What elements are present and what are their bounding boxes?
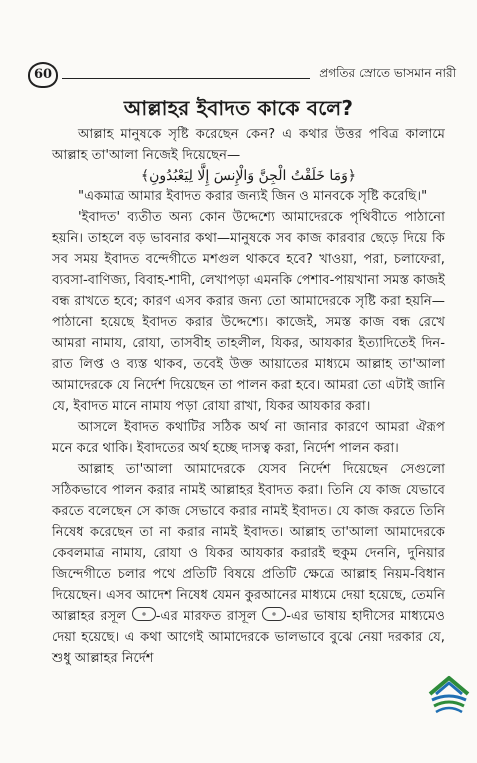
paragraph: 'ইবাদত' ব্যতীত অন্য কোন উদ্দেশ্যে আমাদেরকে পৃথিবীতে পাঠানো হয়নি। তাহলে বড় ভাবনার কথা—মানুষকে সব কাজ কারবার ছেড়ে দিয়ে কি সব সময় ইবাদত বন্দেগীতে মশগুল থাকবে হবে? খাওয়া, পরা, চলাফেরা, ব্যবসা-বাণিজ্য, বিবাহ-শাদী, লেখাপড়া এমনকি পেশাব-পায়খানা সমস্ত কাজই বন্ধ রাখতে হবে; কারণ এসব করার জন্য তো আমাদেরকে সৃষ্টি করা হয়নি—পাঠানো হয়েছে ইবাদত করার উদ্দেশ্যে। কাজেই, সমস্ত কাজ বন্ধ রেখে আমরা নামায, রোযা, তাসবীহ তাহলীল, যিকর, আযকার ইত্যাদিতেই দিন-রাত লিপ্ত ও ব্যস্ত থাকব, তবেই উক্ত আয়াতের মাধ্যমে আল্লাহ তা'আলা আমাদেরকে যে নির্দেশ দিয়েছেন তা পালন করা হবে। আমরা তো এটাই জানি যে, ইবাদত মানে নামায পড়া রোযা রাখা, যিকর আযকার করা।: [52, 210, 446, 414]
running-header: [28, 62, 460, 88]
paragraph-text: -এর ভাষায় হাদীসের মাধ্যমেও দেয়া হয়েছে। এ কথা আগেই আমাদেরকে ভালভাবে বুঝে নেয়া দরকার যে, শুধু আল্লাহর নির্দেশ: [52, 609, 445, 666]
paragraph: "একমাত্র আমার ইবাদত করার জন্যই জিন ও মানবকে সৃষ্টি করেছি।": [78, 189, 428, 204]
paragraph: আল্লাহ মানুষকে সৃষ্টি করেছেন কেন? এ কথার উত্তর পবিত্র কালামে আল্লাহ তা'আলা নিজেই দিয়েছেন—: [52, 127, 445, 163]
verse-text: وَمَا خَلَقْتُ الْجِنَّ وَالْإِنسَ إِلَّا لِيَعْبُدُونِ: [149, 168, 348, 184]
header-rule: [62, 78, 310, 79]
quran-verse: ﴿وَمَا خَلَقْتُ الْجِنَّ وَالْإِنسَ إِلَّا لِيَعْبُدُونِ﴾: [140, 168, 357, 184]
paragraph: আসলে ইবাদত কথাটির সঠিক অর্থ না জানার কারণে আমরা ঐরূপ মনে করে থাকি। ইবাদতের অর্থ হচ্ছে দাসত্ব করা, নির্দেশ পালন করা।: [52, 420, 445, 456]
salawat-seal-icon: [262, 607, 286, 621]
publisher-logo-icon: [426, 672, 472, 714]
chapter-title: আল্লাহর ইবাদত কাকে বলে?: [123, 96, 354, 120]
page-number: 60: [28, 62, 58, 88]
body-text: [52, 124, 445, 669]
salawat-seal-icon: [132, 607, 156, 621]
paragraph-text: -এর মারফত রাসূল: [155, 609, 257, 624]
paragraph: [52, 459, 445, 669]
paragraph-text: আল্লাহ তা'আলা আমাদেরকে যেসব নির্দেশ দিয়েছেন সেগুলো সঠিকভাবে পালন করার নামই আল্লাহর ইবাদত করা। তিনি যে কাজ যেভাবে করতে বলেছেন সে কাজ সেভাবে করার নামই ইবাদত। যে কাজ করতে তিনি নিষেধ করেছেন তা না করার নামই ইবাদত। আল্লাহ তা'আলা আমাদেরকে কেবলমাত্র নামায, রোযা ও যিকর আযকার করারই হুকুম দেননি, দুনিয়ার জিন্দেগীতে চলার পথে প্রতিটি বিষয়ে প্রতিটি ক্ষেত্রে আল্লাহ নিয়ম-বিধান দিয়েছেন। এসব আদেশ নিষেধ যেমন কুরআনের মাধ্যমে দেয়া হয়েছে, তেমনি আল্লাহর রসূল: [52, 462, 445, 624]
running-title: প্রগতির স্রোতে ভাসমান নারী: [319, 66, 456, 80]
